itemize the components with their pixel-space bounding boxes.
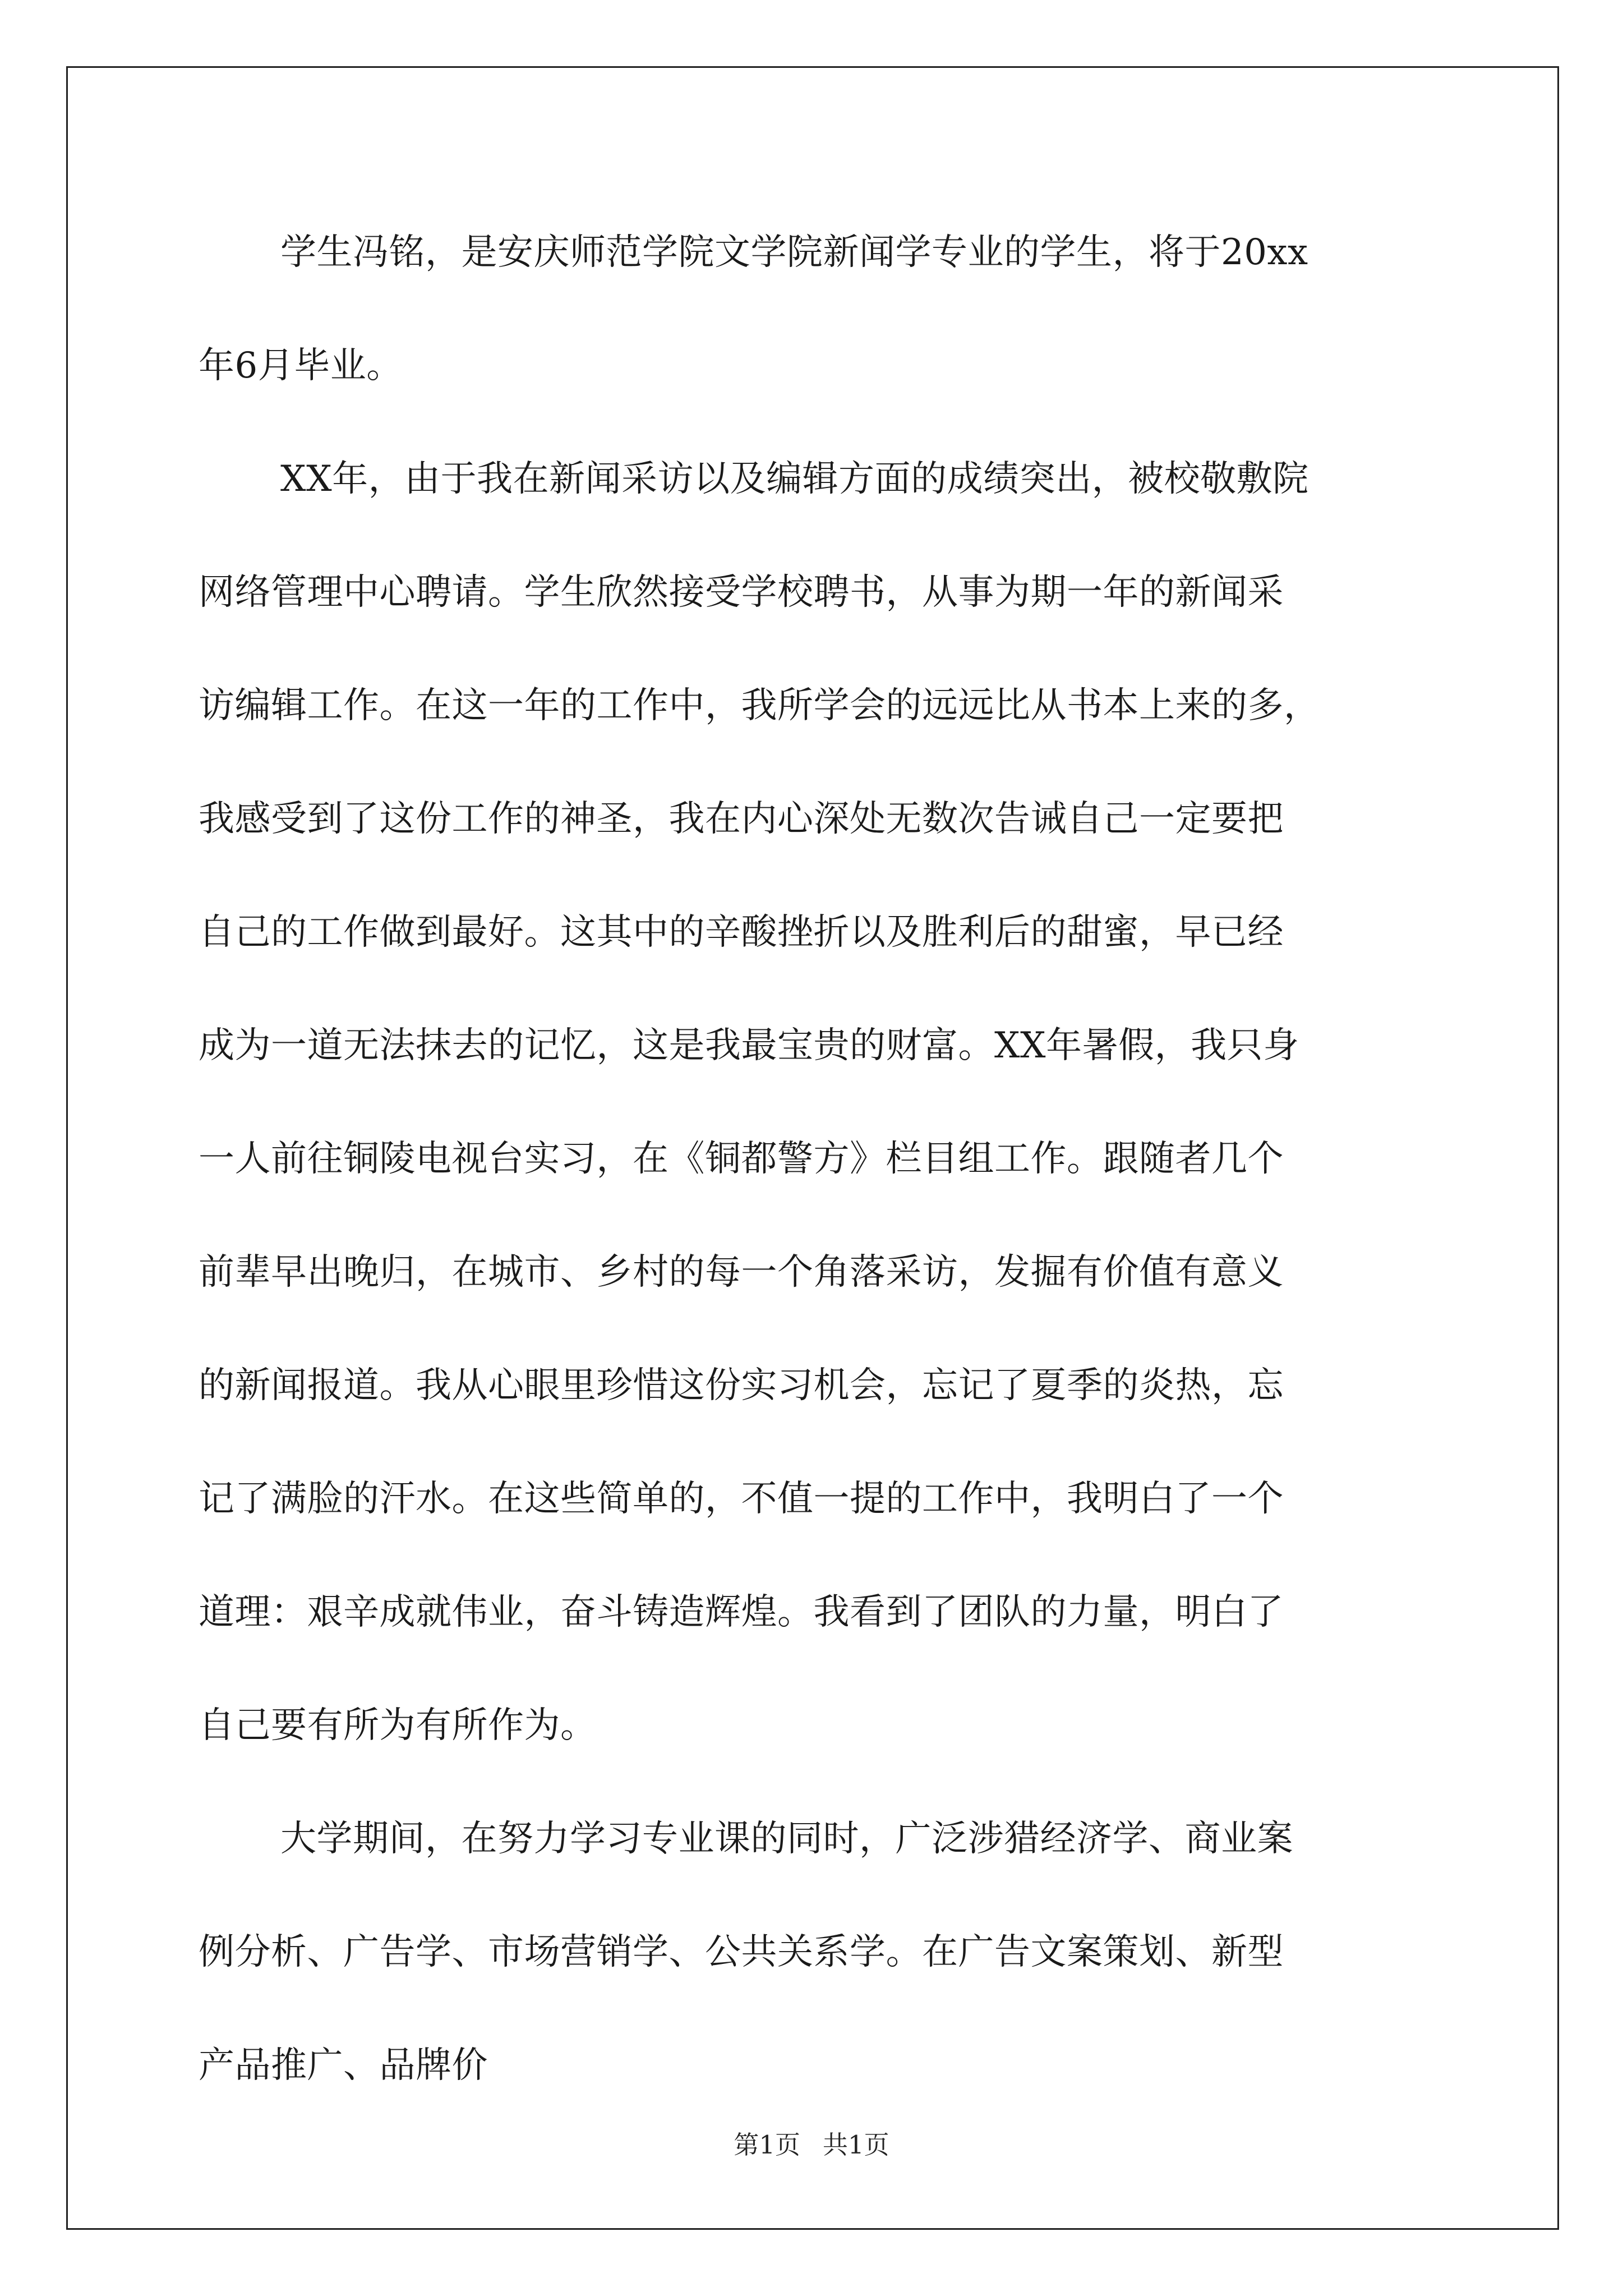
paragraph-line: 记了满脸的汗水。在这些简单的，不值一提的工作中，我明白了一个 (199, 1478, 1284, 1520)
paragraph-line: 访编辑工作。在这一年的工作中，我所学会的远远比从书本上来的多， (199, 685, 1320, 726)
paragraph-line: 成为一道无法抹去的记忆，这是我最宝贵的财富。XX年暑假，我只身 (199, 1025, 1299, 1066)
paragraph-line: 的新闻报道。我从心眼里珍惜这份实习机会，忘记了夏季的炎热，忘 (199, 1365, 1284, 1406)
document-body (199, 222, 1432, 2148)
paragraph-line: 产品推广、品牌价 (199, 2045, 488, 2086)
page-footer (0, 2128, 1623, 2162)
page-total: 共1页 (823, 2130, 889, 2160)
paragraph-line: XX年，由于我在新闻采访以及编辑方面的成绩突出，被校敬敷院 (280, 458, 1309, 500)
page-number: 第1页 (734, 2130, 800, 2160)
paragraph-line: 例分析、广告学、市场营销学、公共关系学。在广告文案策划、新型 (199, 1931, 1284, 1973)
paragraph-line: 一人前往铜陵电视台实习，在《铜都警方》栏目组工作。跟随者几个 (199, 1138, 1284, 1180)
paragraph-line: 自己要有所为有所作为。 (199, 1705, 597, 1746)
paragraph-line: 道理：艰辛成就伟业，奋斗铸造辉煌。我看到了团队的力量，明白了 (199, 1591, 1284, 1633)
paragraph-line: 学生冯铭，是安庆师范学院文学院新闻学专业的学生，将于20xx (280, 232, 1308, 273)
paragraph-line: 网络管理中心聘请。学生欣然接受学校聘书，从事为期一年的新闻采 (199, 572, 1284, 613)
paragraph-line: 大学期间，在努力学习专业课的同时，广泛涉猎经济学、商业案 (280, 1818, 1293, 1860)
paragraph-line: 自己的工作做到最好。这其中的辛酸挫折以及胜利后的甜蜜，早已经 (199, 912, 1284, 953)
paragraph-line: 我感受到了这份工作的神圣，我在内心深处无数次告诫自己一定要把 (199, 798, 1284, 840)
paragraph-line: 年6月毕业。 (199, 345, 403, 386)
paragraph-line: 前辈早出晚归，在城市、乡村的每一个角落采访，发掘有价值有意义 (199, 1251, 1284, 1293)
